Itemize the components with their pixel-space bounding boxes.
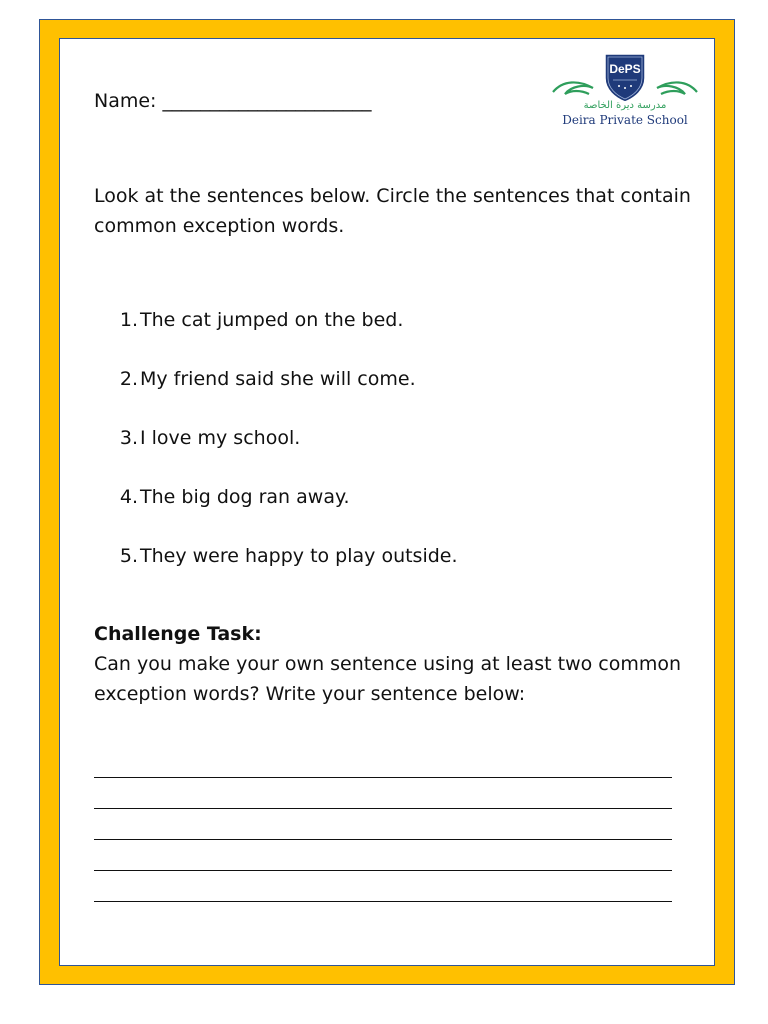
- school-logo: [549, 50, 701, 130]
- answer-write-line: [94, 778, 672, 809]
- answer-write-line: [94, 871, 672, 902]
- sentence-number: 4.: [119, 486, 138, 508]
- sentence-number: 3.: [119, 427, 138, 449]
- svg-text:مدرسة ديرة الخاصة: مدرسة ديرة الخاصة: [583, 100, 667, 111]
- sentence-item: [94, 541, 458, 600]
- sentence-item: [94, 423, 458, 482]
- sentence-text: My friend said she will come.: [140, 368, 416, 390]
- svg-text:DePS: DePS: [609, 62, 641, 76]
- sentence-text: I love my school.: [140, 427, 301, 449]
- sentence-text: The cat jumped on the bed.: [140, 309, 404, 331]
- sentence-text: They were happy to play outside.: [140, 545, 458, 567]
- challenge-heading: Challenge Task:: [94, 623, 262, 645]
- sentence-list: [94, 305, 458, 600]
- sentence-number: 1.: [119, 309, 138, 331]
- name-field-label: Name: ______________________: [94, 90, 372, 112]
- sentence-item: [94, 364, 458, 423]
- challenge-instructions: Can you make your own sentence using at least two common exception words? Write your sentence below:: [94, 653, 682, 705]
- school-name: Deira Private School: [562, 113, 688, 127]
- sentence-item: [94, 305, 458, 364]
- worksheet-sheet: [59, 38, 715, 966]
- sentence-text: The big dog ran away.: [140, 486, 350, 508]
- answer-write-line: [94, 840, 672, 871]
- sentence-item: [94, 482, 458, 541]
- instructions-text: Look at the sentences below. Circle the sentences that contain common exception words.: [94, 185, 691, 237]
- answer-write-line: [94, 809, 672, 840]
- sentence-number: 5.: [119, 545, 138, 567]
- gold-page-border: [39, 19, 735, 985]
- answer-write-line: [94, 747, 672, 778]
- answer-lines: [94, 747, 672, 902]
- sentence-number: 2.: [119, 368, 138, 390]
